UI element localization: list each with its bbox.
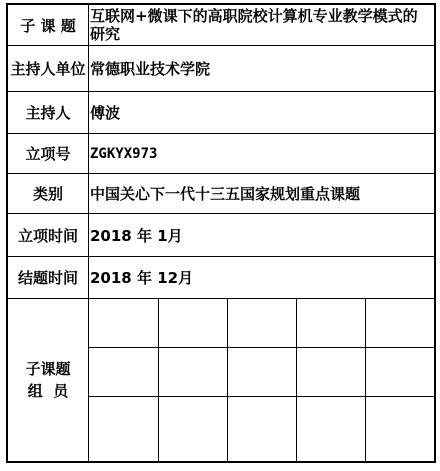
grid-divider	[89, 347, 434, 348]
completion-date-label: 结题时间	[17, 269, 78, 287]
completion-date-value: 2018 年 12月	[90, 269, 194, 287]
members-label-line2: 组 员	[27, 382, 69, 400]
project-number-label: 立项号	[25, 145, 71, 163]
category-value: 中国关心下一代十三五国家规划重点课题	[90, 185, 361, 203]
approval-date-value: 2018 年 1月	[90, 226, 183, 245]
member-cell	[297, 299, 365, 347]
approval-date-label: 立项时间	[17, 226, 78, 245]
host-unit-label: 主持人单位	[10, 60, 86, 78]
member-cell	[159, 299, 227, 347]
subproject-label: 子 课 题	[20, 16, 76, 35]
host-value: 傅波	[90, 104, 121, 122]
member-cell	[366, 299, 434, 347]
host-unit-value: 常德职业技术学院	[90, 60, 211, 78]
subproject-title: 互联网+微课下的高职院校计算机专业教学模式的研究	[90, 7, 418, 43]
member-cell	[228, 299, 296, 347]
host-label: 主持人	[25, 104, 71, 122]
member-cell	[89, 299, 158, 347]
project-number-value: ZGKYX973	[90, 145, 158, 162]
members-label-line1: 子课题	[25, 360, 71, 378]
column-divider	[88, 5, 89, 461]
members-label	[8, 299, 88, 461]
category-label: 类别	[32, 185, 63, 203]
grid-divider	[89, 396, 434, 397]
